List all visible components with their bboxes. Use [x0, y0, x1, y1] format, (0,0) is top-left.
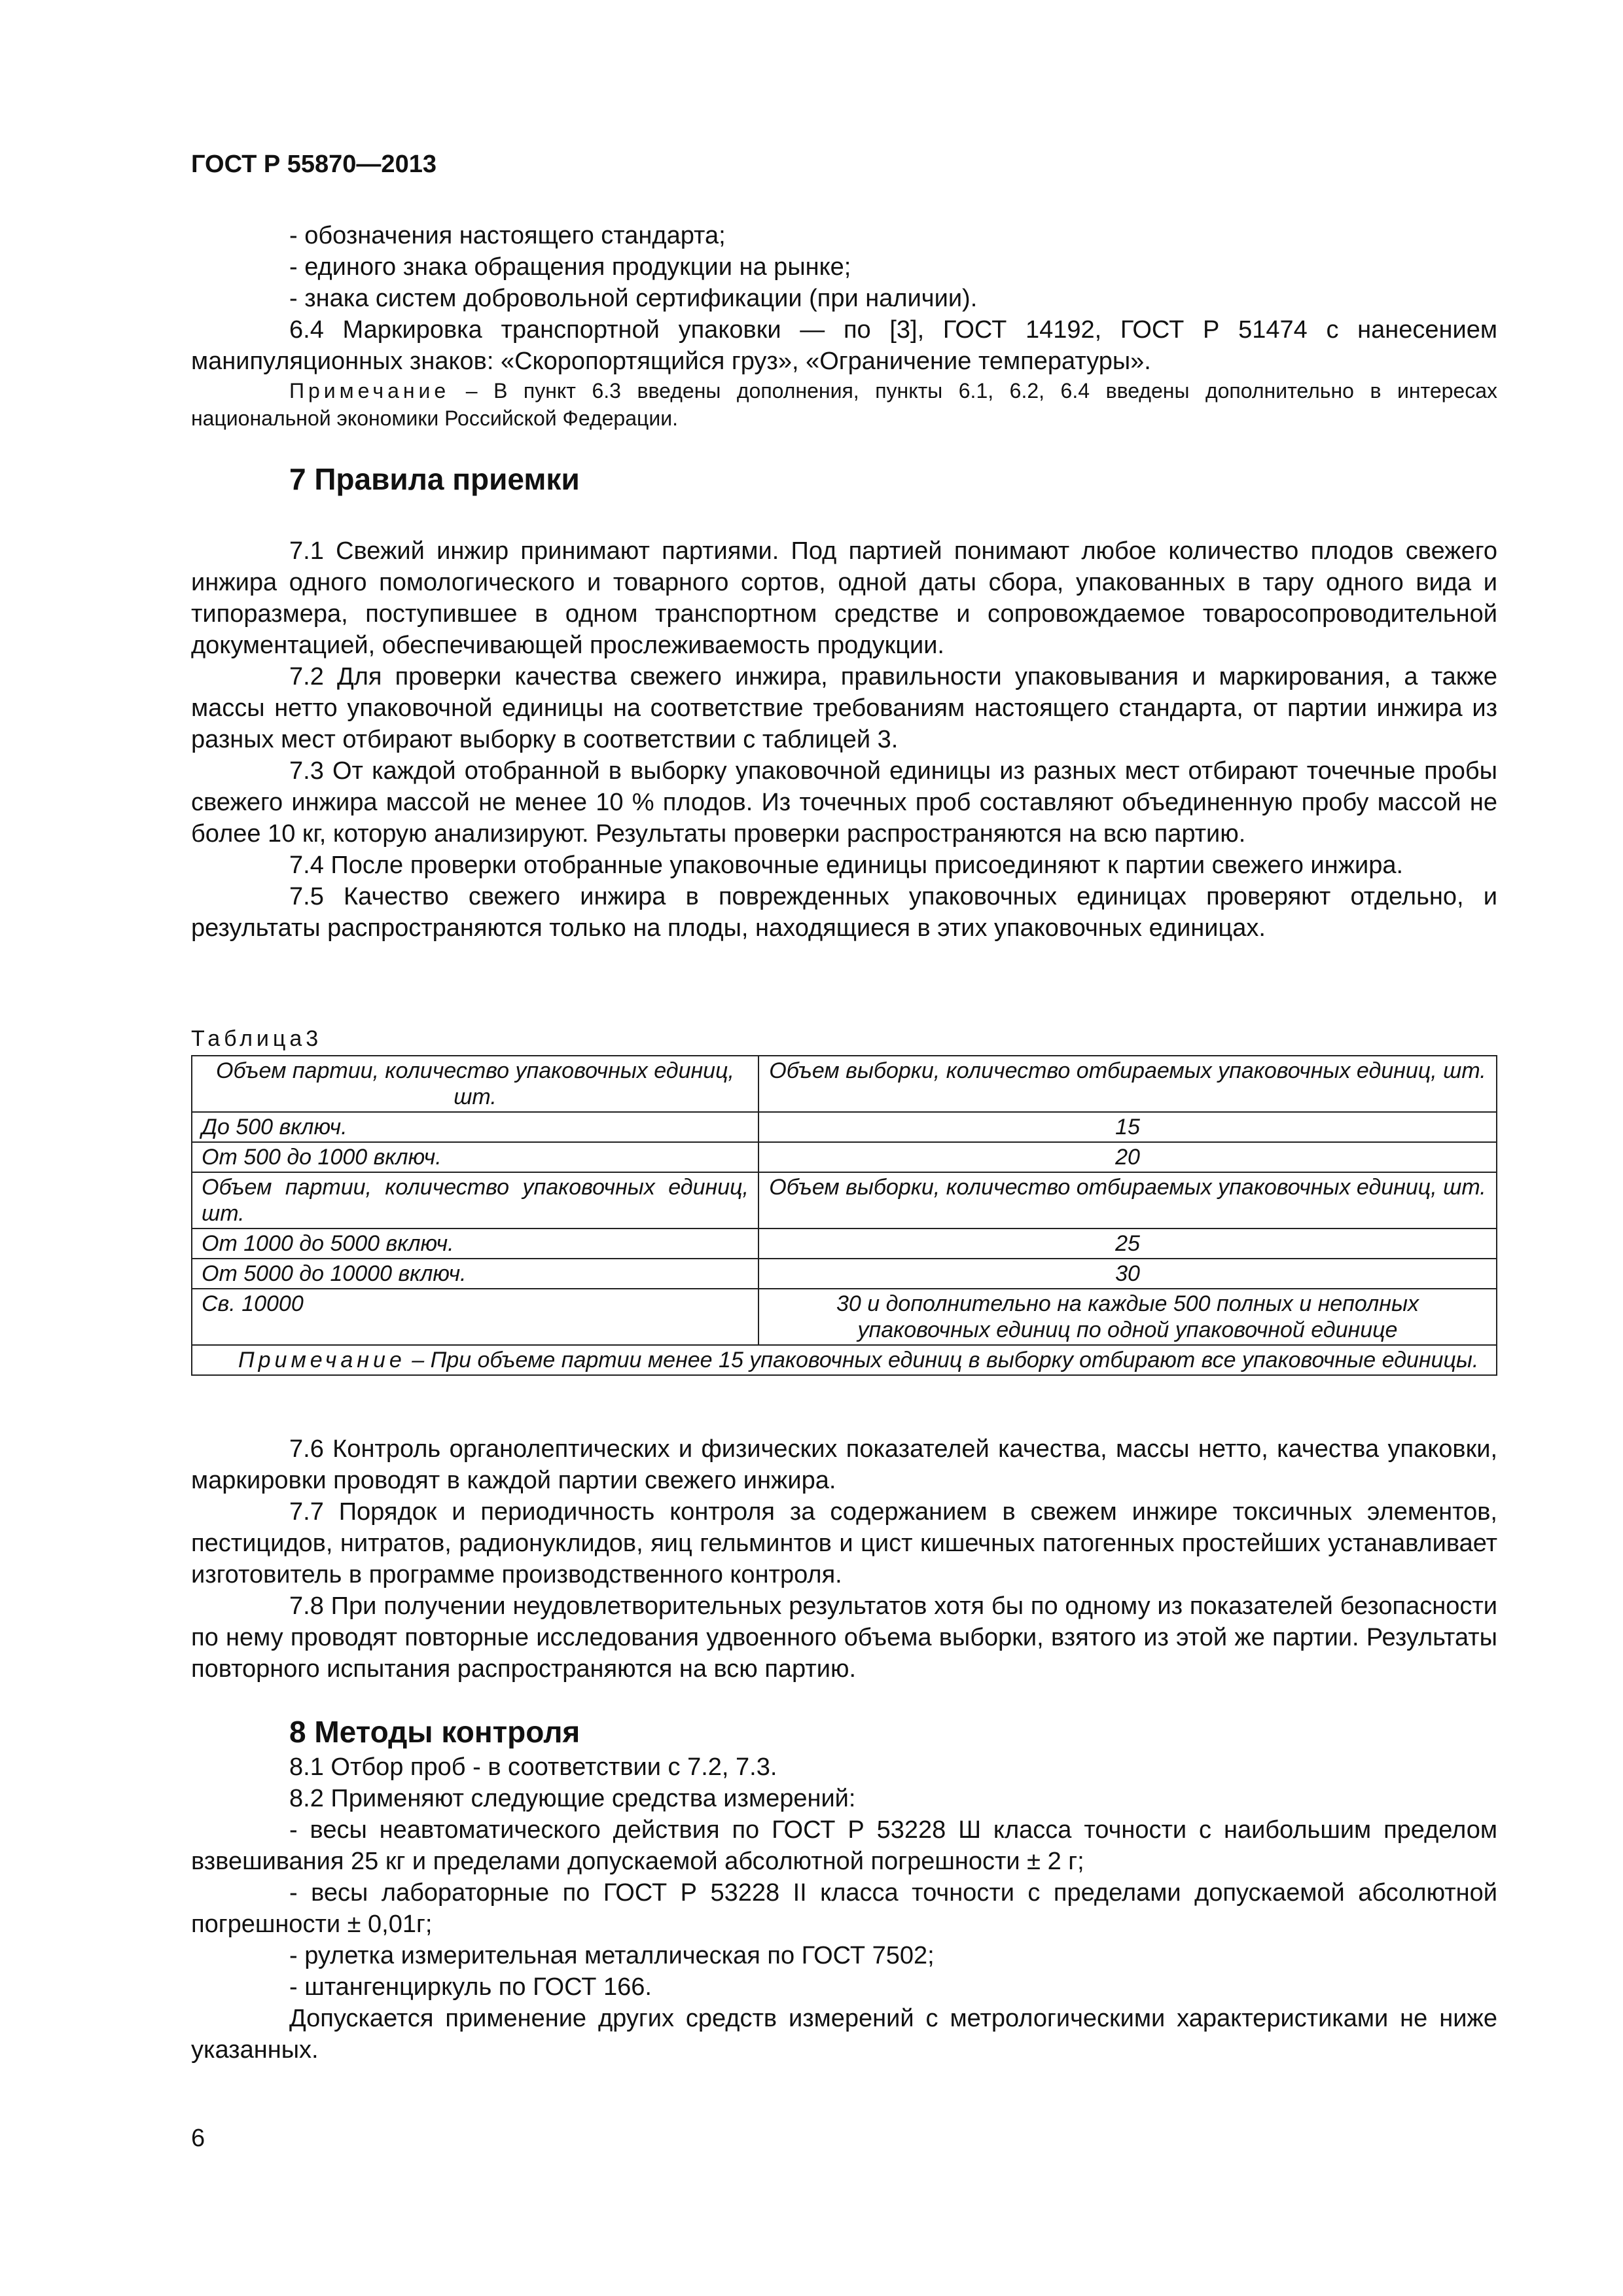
- section-6-tail: [191, 220, 1497, 432]
- table-cell: 30: [758, 1259, 1497, 1289]
- section-7: [191, 459, 1497, 944]
- section-7-continued: [191, 1433, 1497, 1685]
- list-item: - весы неавтоматического действия по ГОСТ Р 53228 Ш класса точности с наибольшим пределом взвешивания 25 кг и пределами допускаемой абсолютной погрешности ± 2 г;: [191, 1816, 1497, 1875]
- list-item: - обозначения настоящего стандарта;: [289, 222, 726, 249]
- paragraph-7-4: 7.4 После проверки отобранные упаковочные единицы присоединяют к партии свежего инжира.: [289, 852, 1404, 879]
- table-note-row: [192, 1345, 1497, 1375]
- table-header-row-repeat: [192, 1172, 1497, 1229]
- table-cell: От 500 до 1000 включ.: [192, 1142, 758, 1172]
- table-row: [192, 1289, 1497, 1345]
- note-label: Примечание: [238, 1348, 406, 1372]
- table-row: [192, 1259, 1497, 1289]
- table-note: [192, 1345, 1497, 1375]
- table-row: [192, 1142, 1497, 1172]
- sampling-table: [191, 1055, 1497, 1376]
- header-cell: Объем партии, количество упаковочных единиц, шт.: [192, 1172, 758, 1229]
- paragraph-6-4: 6.4 Маркировка транспортной упаковки — по [3], ГОСТ 14192, ГОСТ Р 51474 с нанесением манипуляционных знаков: «Скоропортящийся груз», «Ограничение температуры».: [191, 316, 1497, 375]
- header-cell: Объем партии, количество упаковочных единиц, шт.: [192, 1056, 758, 1112]
- note-label: Примечание: [289, 379, 450, 403]
- paragraph-7-5: 7.5 Качество свежего инжира в поврежденных упаковочных единицах проверяют отдельно, и результаты распространяются только на плоды, находящиеся в этих упаковочных единицах.: [191, 883, 1497, 942]
- paragraph-7-7: 7.7 Порядок и периодичность контроля за содержанием в свежем инжире токсичных элементов, пестицидов, нитратов, радионуклидов, яиц гельминтов и цист кишечных патогенных простейших устанавливает изготовитель в программе производственного контроля.: [191, 1498, 1497, 1588]
- paragraph-7-3: 7.3 От каждой отобранной в выборку упаковочной единицы из разных мест отбирают точечные пробы свежего инжира массой не менее 10 % плодов. Из точечных проб составляют объединенную пробу массой не более 10 кг, которую анализируют. Результаты проверки распространяются на всю партию.: [191, 757, 1497, 848]
- header-cell: Объем выборки, количество отбираемых упаковочных единиц, шт.: [758, 1172, 1497, 1229]
- list-item: - рулетка измерительная металлическая по ГОСТ 7502;: [289, 1942, 935, 1969]
- table-cell: От 5000 до 10000 включ.: [192, 1259, 758, 1289]
- section-8-title: 8 Методы контроля: [289, 1715, 580, 1749]
- table-row: [192, 1112, 1497, 1142]
- note-text: – При объеме партии менее 15 упаковочных единиц в выборку отбирают все упаковочные единицы.: [405, 1348, 1479, 1372]
- paragraph-7-2: 7.2 Для проверки качества свежего инжира, правильности упаковывания и маркирования, а также массы нетто упаковочной единицы на соответствие требованиям настоящего стандарта, от партии инжира из разных мест отбирают выборку в соответствии с таблицей 3.: [191, 663, 1497, 753]
- section-8: [191, 1712, 1497, 2066]
- paragraph-8-2: 8.2 Применяют следующие средства измерений:: [289, 1785, 856, 1812]
- note-text: – В пункт 6.3 введены дополнения, пункты 6.1, 6.2, 6.4 введены дополнительно в интересах национальной экономики Российской Федерации.: [191, 379, 1497, 430]
- list-item: - штангенциркуль по ГОСТ 166.: [289, 1973, 652, 2001]
- list-item: - знака систем добровольной сертификации (при наличии).: [289, 285, 978, 312]
- document-header: ГОСТ Р 55870—2013: [191, 151, 437, 178]
- paragraph-8-note: Допускается применение других средств измерений с метрологическими характеристиками не ниже указанных.: [191, 2005, 1497, 2064]
- table-label: Таблица3: [191, 1026, 323, 1051]
- table-cell: 20: [758, 1142, 1497, 1172]
- paragraph-8-1: 8.1 Отбор проб - в соответствии с 7.2, 7.3.: [289, 1753, 777, 1781]
- header-cell: Объем выборки, количество отбираемых упаковочных единиц, шт.: [758, 1056, 1497, 1112]
- table-header-row: [192, 1056, 1497, 1112]
- page-number: 6: [191, 2125, 205, 2152]
- list-item: - единого знака обращения продукции на рынке;: [289, 253, 851, 281]
- list-item: - весы лабораторные по ГОСТ Р 53228 II класса точности с пределами допускаемой абсолютной погрешности ± 0,01г;: [191, 1879, 1497, 1938]
- paragraph-7-1: 7.1 Свежий инжир принимают партиями. Под партией понимают любое количество плодов свежего инжира одного помологического и товарного сортов, одной даты сбора, упакованных в тару одного вида и типоразмера, поступившее в одном транспортном средстве и сопровождаемое товаросопроводительной документацией, обеспечивающей прослеживаемость продукции.: [191, 537, 1497, 659]
- table-cell: 25: [758, 1229, 1497, 1259]
- table-cell: 30 и дополнительно на каждые 500 полных и неполных упаковочных единиц по одной упаковочной единице: [758, 1289, 1497, 1345]
- note-6: [191, 377, 1497, 432]
- table-cell: 15: [758, 1112, 1497, 1142]
- paragraph-7-6: 7.6 Контроль органолептических и физических показателей качества, массы нетто, качества упаковки, маркировки проводят в каждой партии свежего инжира.: [191, 1435, 1497, 1494]
- table-cell: От 1000 до 5000 включ.: [192, 1229, 758, 1259]
- table-row: [192, 1229, 1497, 1259]
- table-cell: До 500 включ.: [192, 1112, 758, 1142]
- section-7-title: 7 Правила приемки: [289, 462, 580, 496]
- table-cell: Св. 10000: [192, 1289, 758, 1345]
- paragraph-7-8: 7.8 При получении неудовлетворительных результатов хотя бы по одному из показателей безопасности по нему проводят повторные исследования удвоенного объема выборки, взятого из этой же партии. Результаты повторного испытания распространяются на всю партию.: [191, 1592, 1497, 1683]
